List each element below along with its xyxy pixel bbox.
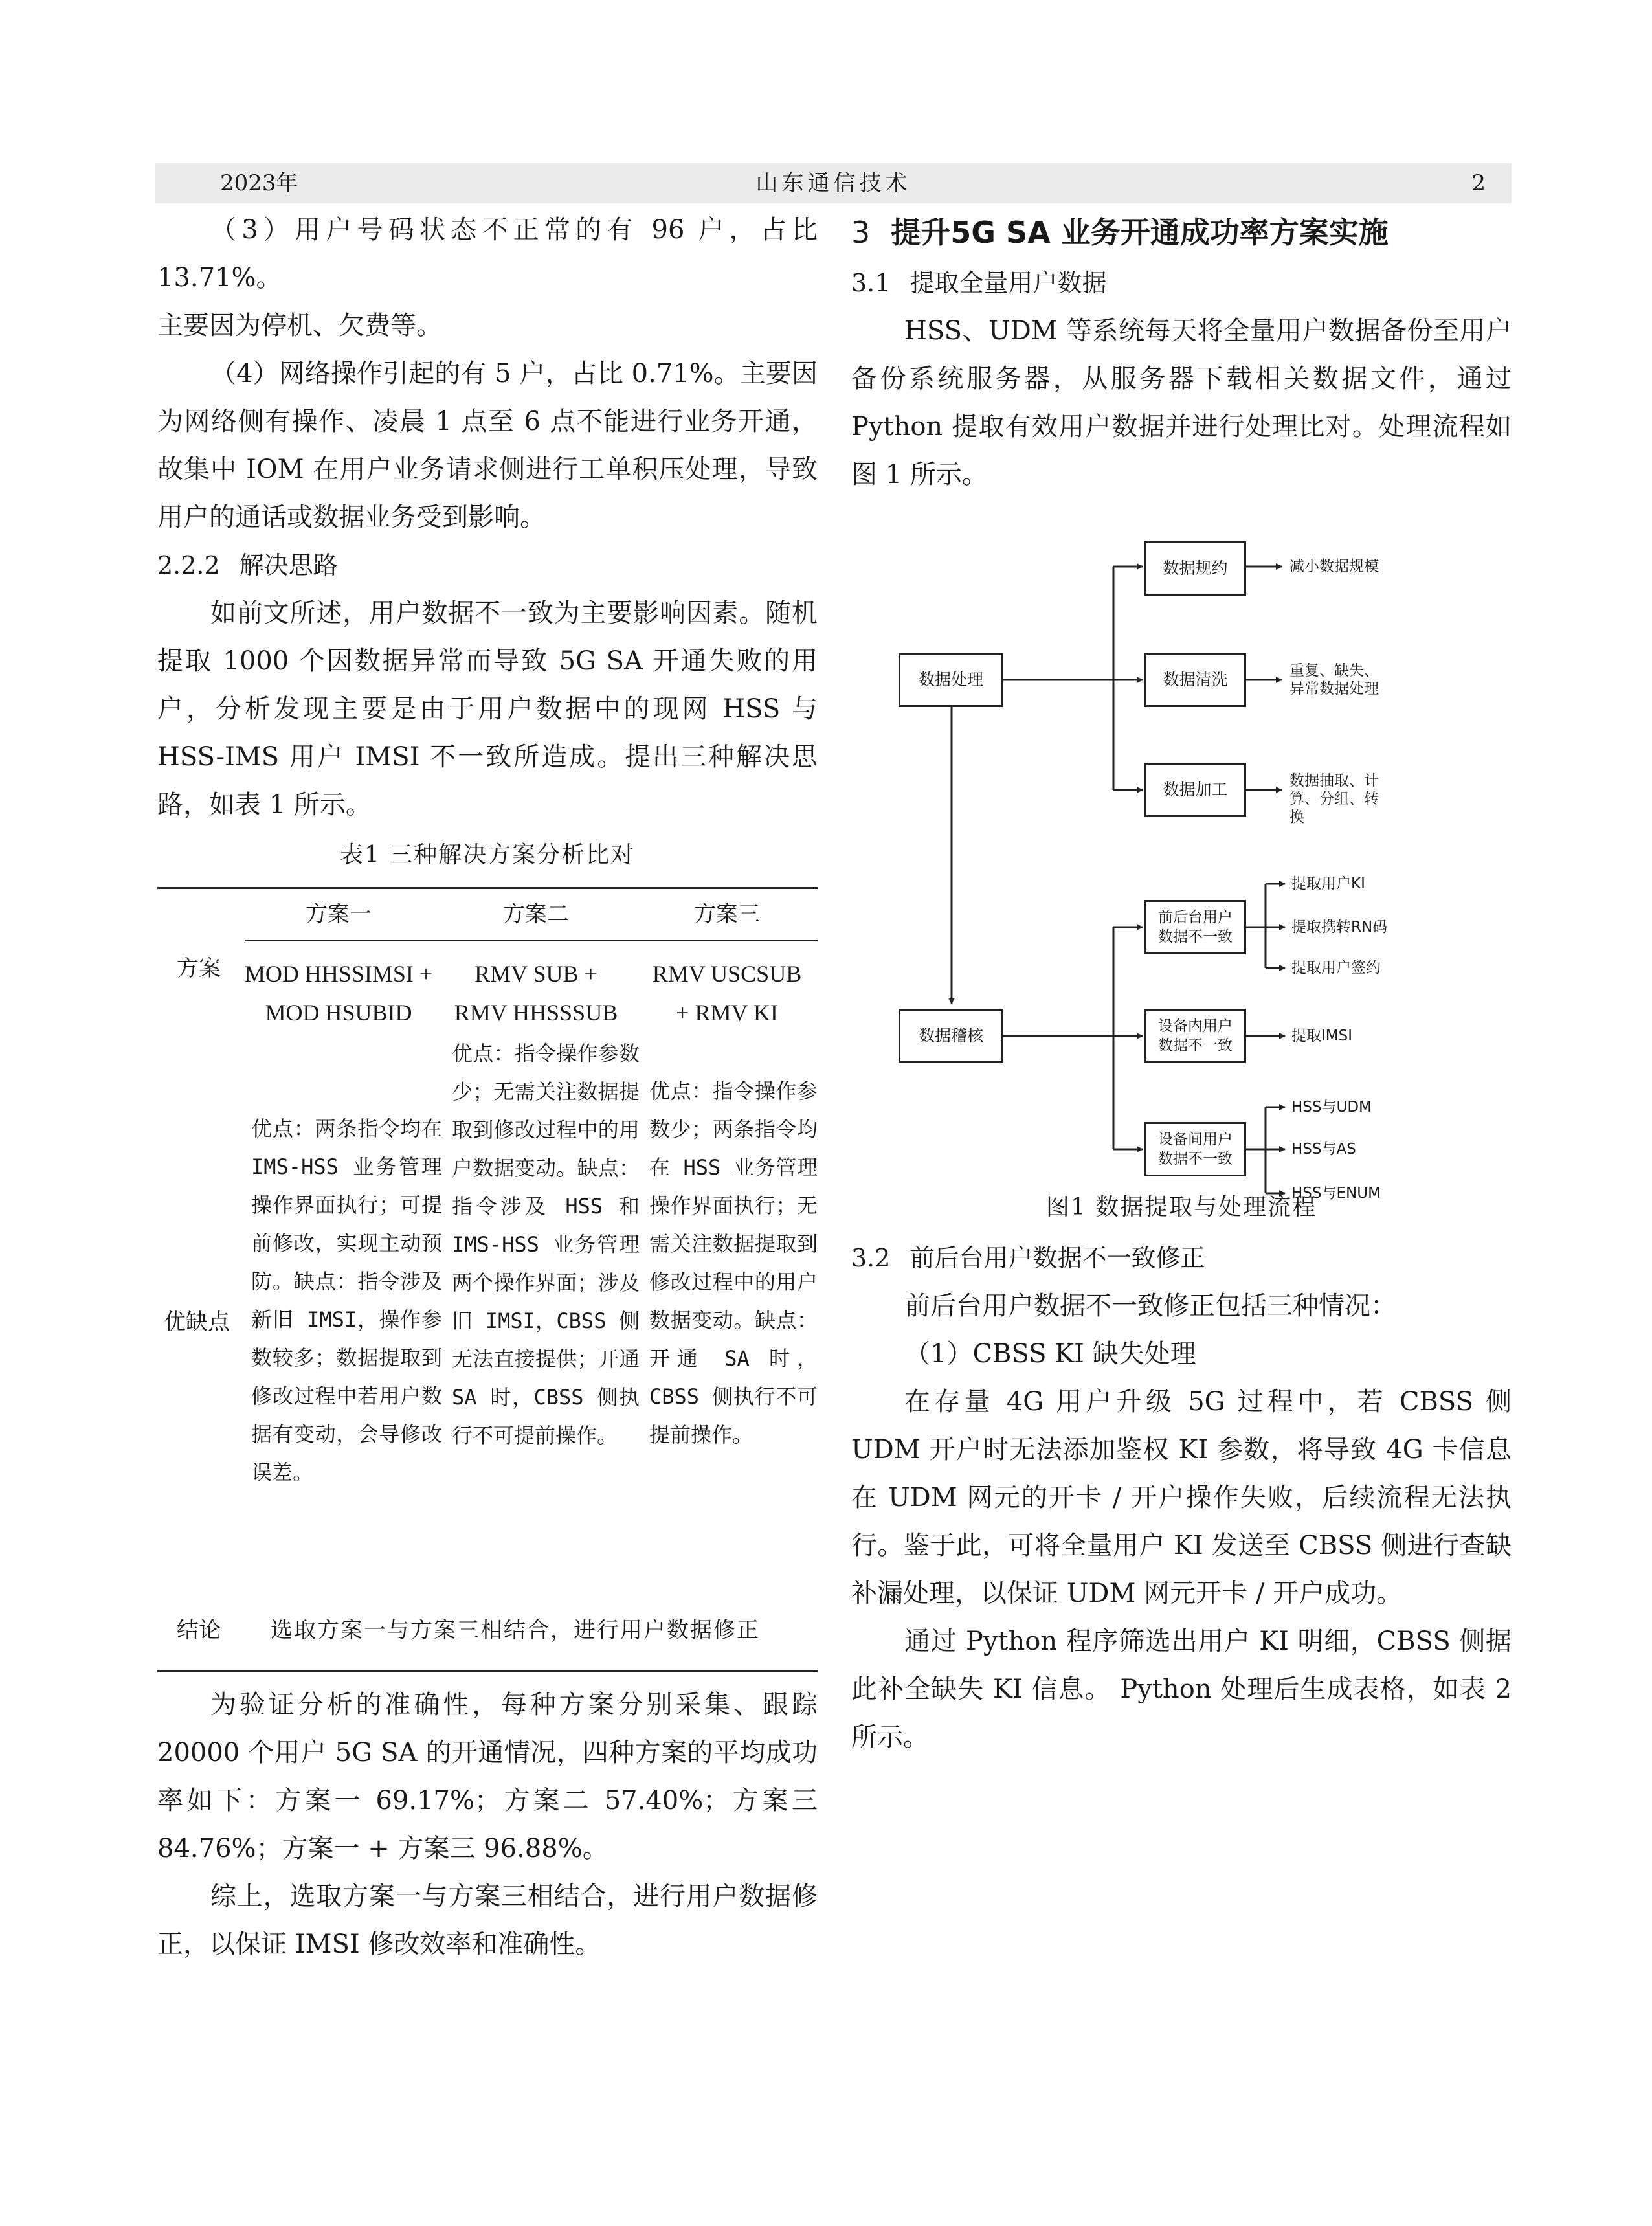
subsection-number: 3.2 — [851, 1244, 891, 1272]
running-header — [155, 163, 1512, 203]
label-reduce-scale: 减小数据规模 — [1289, 558, 1379, 575]
paragraph-solution: 如前文所述，用户数据不一致为主要影响因素。随机提取 1000 个因数据异常而导致 5G SA 开通失败的用户，分析发现主要是由于用户数据中的现网 HSS 与 HSS-IMS 用户 IMSI 不一致所造成。提出三种解决思路，如表 1 所示。 — [157, 598, 818, 820]
label-extract-ki: 提取用户KI — [1291, 875, 1365, 892]
subsection-title: 提取全量用户数据 — [910, 269, 1107, 297]
paragraph-item3-cont: 主要因为停机、欠费等。 — [157, 311, 442, 341]
table-cell-pros1: 优点：两条指令均在 IMS-HSS 业务管理操作界面执行；可提前修改，实现主动预防。缺点：指令涉及新旧 IMSI，操作参数较多；数据提取到修改过程中若用户数据有变动，会导修改误差。 — [251, 1116, 442, 1485]
paragraph-case1: （1）CBSS KI 缺失处理 — [904, 1339, 1196, 1369]
section-heading — [851, 206, 1512, 259]
table-bottom-rule — [157, 1670, 818, 1672]
table-cell-scheme3: RMV USCSUB + RMV KI — [652, 961, 802, 1026]
subsection-heading — [157, 541, 818, 589]
box-indevice-mismatch: 设备内用户数据不一致 — [1144, 1009, 1246, 1063]
subsection-number: 3.1 — [851, 269, 891, 297]
subsection-heading-3-1 — [851, 259, 1512, 307]
paragraph-cases: 前后台用户数据不一致修正包括三种情况： — [904, 1291, 1396, 1321]
table-header-rule — [245, 940, 818, 941]
label-hss-enum: HSS与ENUM — [1291, 1185, 1381, 1202]
box-data-cleaning: 数据清洗 — [1144, 653, 1246, 707]
box-data-transform: 数据加工 — [1144, 763, 1246, 817]
header-page-number: 2 — [1471, 170, 1486, 196]
left-column — [157, 206, 818, 1968]
box-data-reduction: 数据规约 — [1144, 541, 1246, 596]
paragraph-verify: 为验证分析的准确性，每种方案分别采集、跟踪 20000 个用户 5G SA 的开通情况，四种方案的平均成功率如下：方案一 69.17%；方案二 57.40%；方案三 84.76%；方案一 + 方案三 96.88%。 — [157, 1690, 818, 1863]
table-col-header: 方案一 — [306, 901, 372, 927]
section-title: 提升5G SA 业务开通成功率方案实施 — [891, 215, 1389, 250]
header-journal: 山东通信技术 — [755, 170, 911, 196]
paragraph-case1-body: 在存量 4G 用户升级 5G 过程中，若 CBSS 侧 UDM 开户时无法添加鉴权 KI 参数，将导致 4G 卡信息在 UDM 网元的开卡 / 开户操作失败，后续流程无法执行。鉴于此，可将全量用户 KI 发送至 CBSS 侧进行查缺补漏处理，以保证 UDM 网元开卡 / 开户成功。 — [851, 1387, 1512, 1608]
label-extract-imsi: 提取IMSI — [1291, 1028, 1353, 1044]
label-clean-process: 重复、缺失、异常数据处理 — [1289, 662, 1379, 697]
box-data-processing: 数据处理 — [899, 653, 1003, 707]
table-col-header: 方案二 — [503, 901, 569, 927]
table-cell-conclusion: 选取方案一与方案三相结合，进行用户数据修正 — [271, 1617, 760, 1643]
figure-caption: 图1 数据提取与处理流程 — [1045, 1194, 1317, 1220]
paragraph-item4: （4）网络操作引起的有 5 户，占比 0.71%。主要因为网络侧有操作、凌晨 1 点至 6 点不能进行业务开通，故集中 IOM 在用户业务请求侧进行工单积压处理，导致用户的通话或数据业务受到影响。 — [157, 359, 818, 532]
table-cell-scheme2: RMV SUB + RMV HHSSSUB — [454, 961, 618, 1026]
box-frontback-mismatch: 前后台用户数据不一致 — [1144, 900, 1246, 954]
paragraph-item3: （3）用户号码状态不正常的有 96 户，占比 13.71%。 — [157, 215, 818, 293]
label-transform-process: 数据抽取、计算、分组、转换 — [1289, 772, 1379, 826]
paragraph-python: 通过 Python 程序筛选出用户 KI 明细，CBSS 侧据此补全缺失 KI 信息。 Python 处理后生成表格，如表 2 所示。 — [851, 1626, 1512, 1752]
flow-diagram — [893, 518, 1476, 1204]
label-extract-sign: 提取用户签约 — [1291, 960, 1381, 976]
paragraph-summary: 综上，选取方案一与方案三相结合，进行用户数据修正，以保证 IMSI 修改效率和准确性。 — [157, 1882, 818, 1959]
box-interdevice-mismatch: 设备间用户数据不一致 — [1144, 1122, 1246, 1176]
table-row-label-scheme: 方案 — [177, 956, 221, 982]
comparison-table — [157, 887, 818, 1677]
table-top-rule — [157, 887, 818, 889]
table-cell-scheme1: MOD HHSSIMSI + MOD HSUBID — [244, 961, 433, 1026]
label-extract-rn: 提取携转RN码 — [1291, 919, 1388, 936]
subsection-title: 解决思路 — [239, 551, 338, 579]
box-data-audit: 数据稽核 — [899, 1009, 1003, 1063]
table-caption: 表1 三种解决方案分析比对 — [339, 842, 636, 868]
subsection-title: 前后台用户数据不一致修正 — [910, 1244, 1205, 1272]
table-cell-pros2: 优点：指令操作参数少；无需关注数据提取到修改过程中的用户数据变动。缺点：指令涉及 HSS 和 IMS-HSS 业务管理两个操作界面；涉及旧 IMSI，CBSS 侧无法直接提供；开通 SA 时，CBSS 侧执行不可提前操作。 — [452, 1041, 640, 1448]
table-row-label-conclusion: 结论 — [177, 1617, 221, 1643]
subsection-heading-3-2 — [851, 1234, 1512, 1282]
label-hss-udm: HSS与UDM — [1291, 1099, 1372, 1116]
table-col-header: 方案三 — [694, 901, 760, 927]
table-row-label-pros: 优缺点 — [164, 1309, 230, 1335]
subsection-number: 2.2.2 — [157, 551, 220, 579]
flow-diagram-connectors — [893, 518, 1476, 1204]
header-year: 2023年 — [220, 170, 298, 196]
section-number: 3 — [851, 215, 871, 250]
table-cell-pros3: 优点：指令操作参数少；两条指令均在 HSS 业务管理操作界面执行；无需关注数据提取到修改过程中的用户数据变动。缺点：开通 SA 时，CBSS 侧执行不可提前操作。 — [649, 1079, 818, 1447]
paragraph-extract: HSS、UDM 等系统每天将全量用户数据备份至用户备份系统服务器，从服务器下载相关数据文件，通过 Python 提取有效用户数据并进行处理比对。处理流程如图 1 所示。 — [851, 316, 1512, 489]
label-hss-as: HSS与AS — [1291, 1141, 1356, 1158]
